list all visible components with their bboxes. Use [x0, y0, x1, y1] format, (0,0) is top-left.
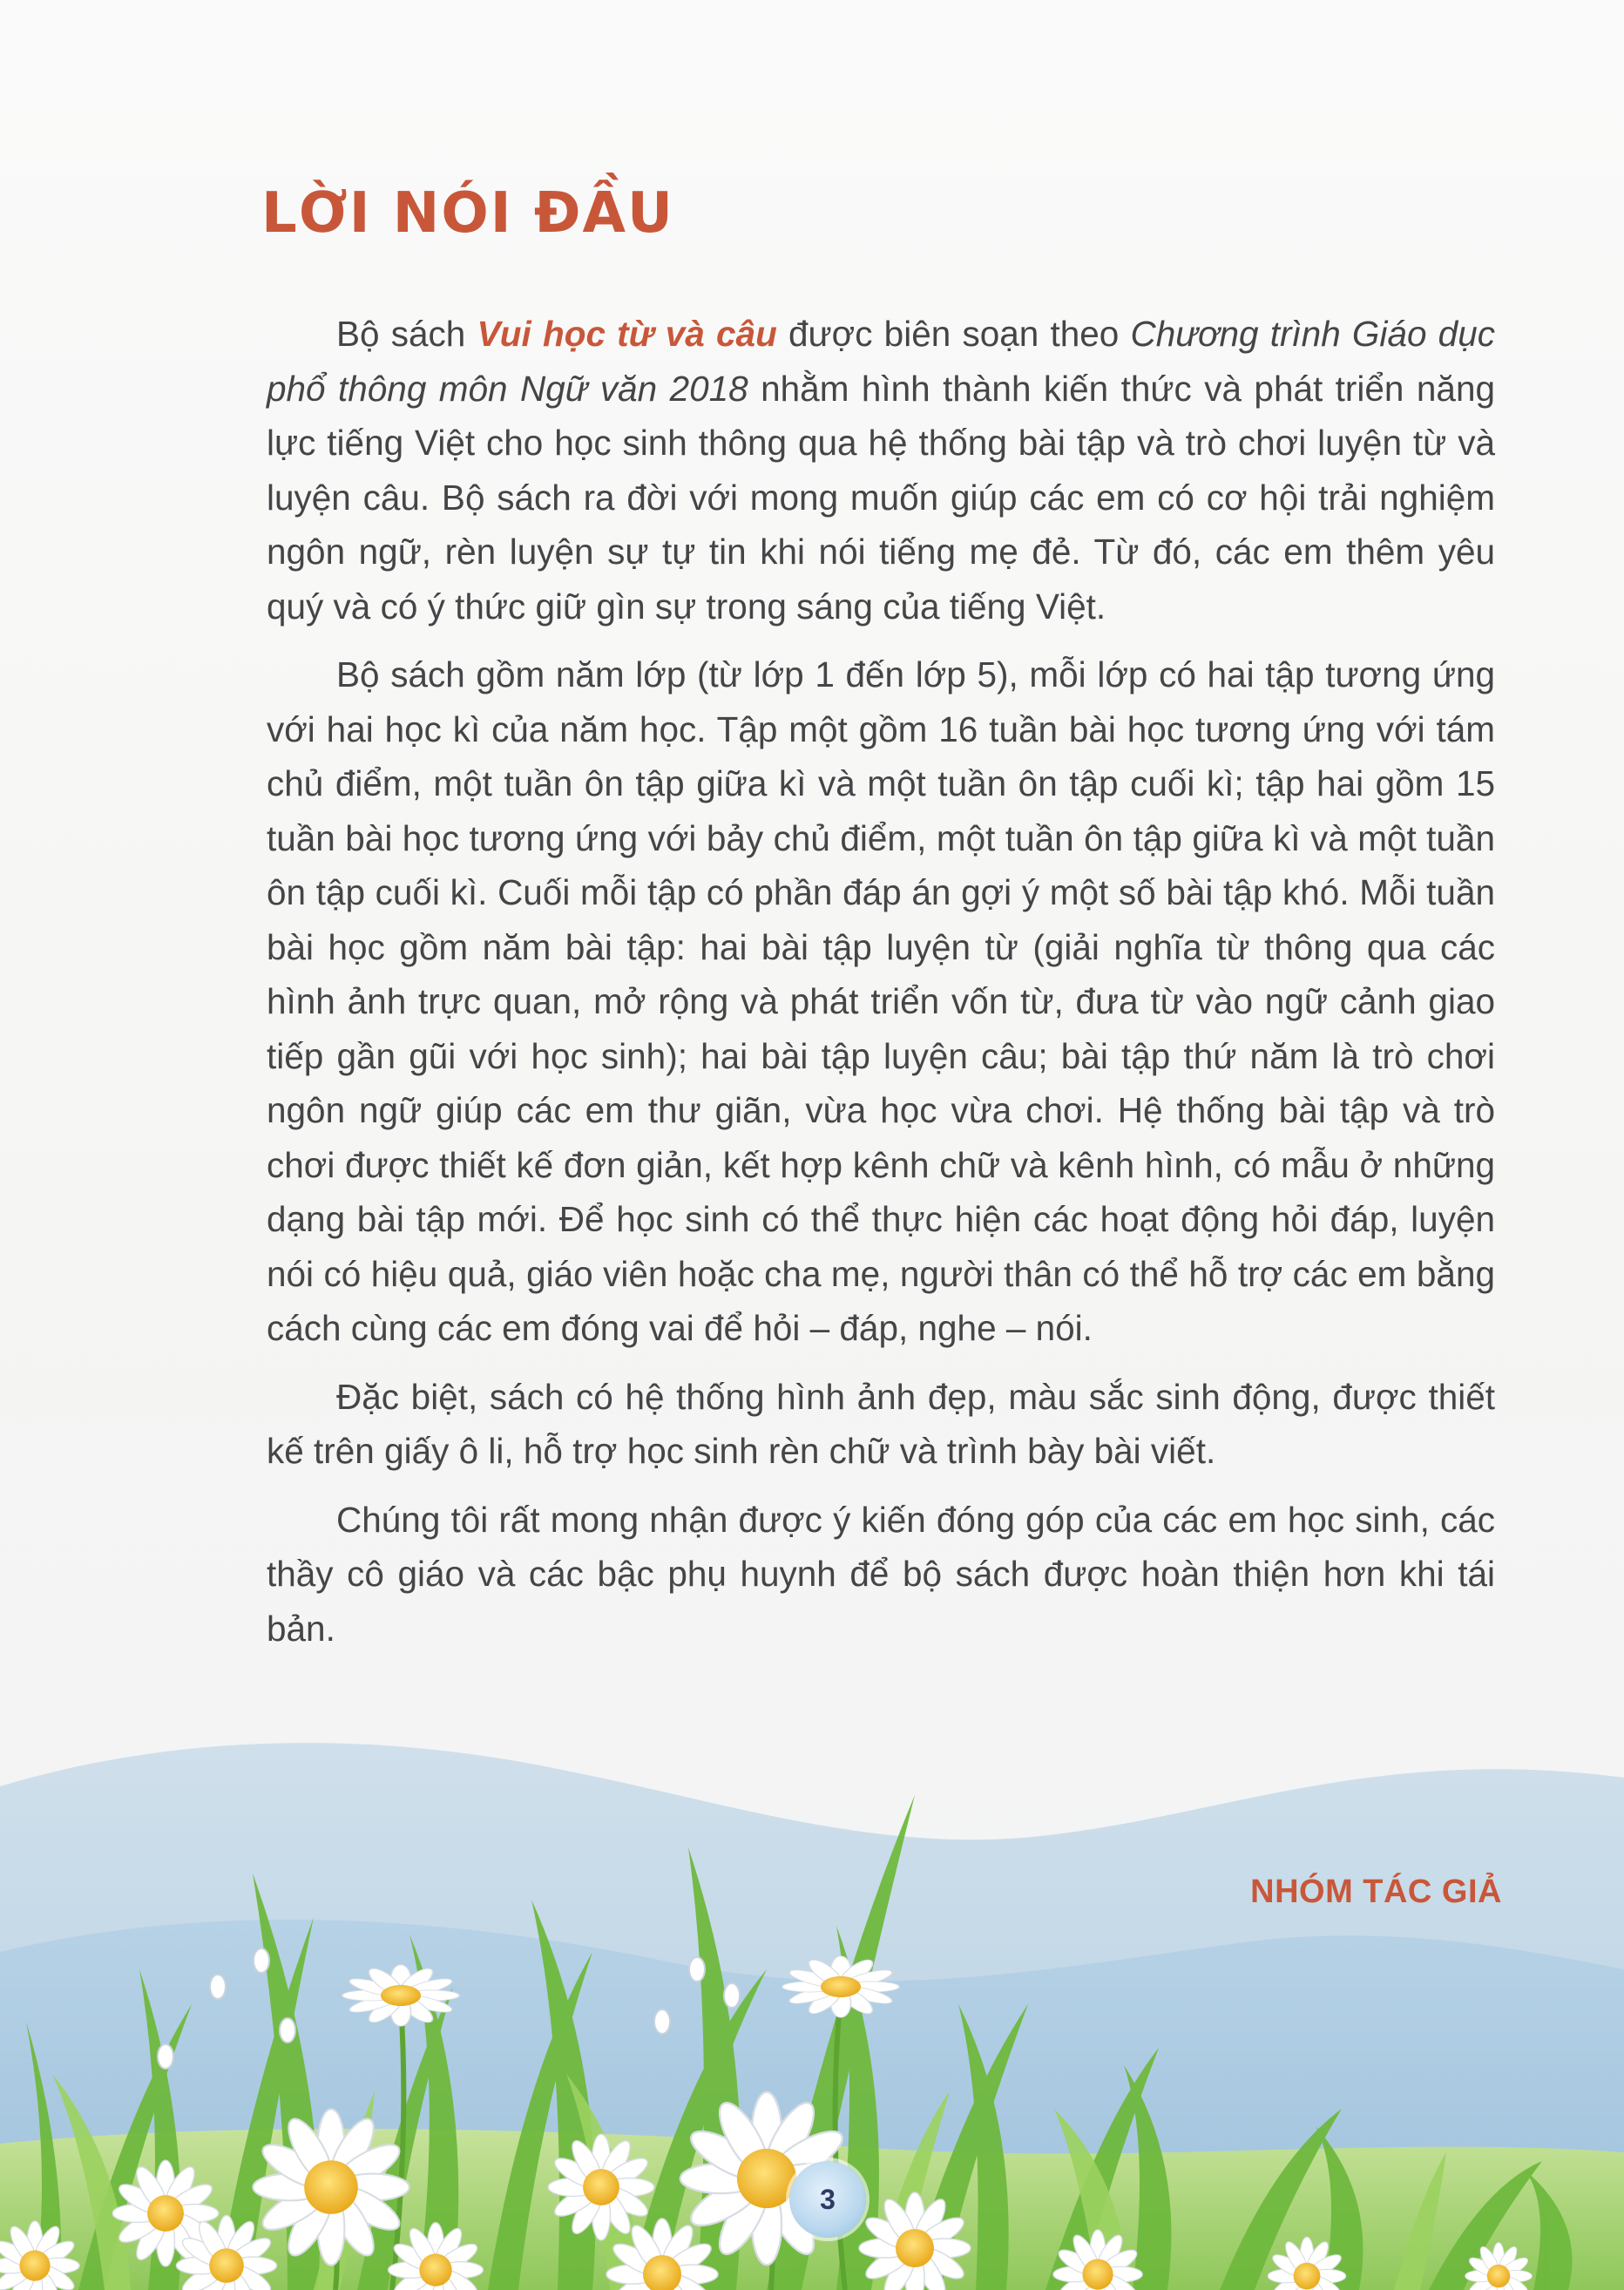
page-number-badge: 3: [789, 2161, 866, 2238]
paragraph-text: Chúng tôi rất mong nhận được ý kiến đóng góp của các em học sinh, các thầy cô giáo và các bậc phụ huynh để bộ sách được hoàn thiện hơn khi tái bản.: [267, 1499, 1495, 1649]
curriculum-name: Chương trình Giáo dục phổ thông môn Ngữ văn 2018: [267, 314, 1495, 409]
paragraph-feedback: [267, 1493, 1495, 1657]
book-series-title: Vui học từ và câu: [477, 314, 777, 354]
body-text: [267, 307, 1495, 1670]
paragraph-intro: [267, 307, 1495, 633]
page-title: LỜI NÓI ĐẦU: [261, 181, 674, 246]
paragraph-structure: [267, 647, 1495, 1356]
paragraph-text: Bộ sách: [336, 314, 477, 354]
paragraph-text: được biên soạn theo: [776, 314, 1131, 354]
paragraph-features: [267, 1370, 1495, 1479]
author-signature: NHÓM TÁC GIẢ: [1250, 1873, 1502, 1910]
paragraph-text: Đặc biệt, sách có hệ thống hình ảnh đẹp, màu sắc sinh động, được thiết kế trên giấy ô li, hỗ trợ học sinh rèn chữ và trình bày bài viết.: [267, 1376, 1495, 1471]
paragraph-text: Bộ sách gồm năm lớp (từ lớp 1 đến lớp 5), mỗi lớp có hai tập tương ứng với hai học kì của năm học. Tập một gồm 16 tuần bài học tương ứng với tám chủ điểm, một tuần ôn tập giữa kì và một tuần ôn tập cuối kì; tập hai gồm 15 tuần bài học tương ứng với bảy chủ điểm, một tuần ôn tập giữa kì và một tuần ôn tập cuối kì. Cuối mỗi tập có phần đáp án gợi ý một số bài tập khó. Mỗi tuần bài học gồm năm bài tập: hai bài tập luyện từ (giải nghĩa từ thông qua các hình ảnh trực quan, mở rộng và phát triển vốn từ, đưa từ vào ngữ cảnh giao tiếp gần gũi với học sinh); hai bài tập luyện câu; bài tập thứ năm là trò chơi ngôn ngữ giúp các em thư giãn, vừa học vừa chơi. Hệ thống bài tập và trò chơi được thiết kế đơn giản, kết hợp kênh chữ và kênh hình, có mẫu ở những dạng bài tập mới. Để học sinh có thể thực hiện các hoạt động hỏi đáp, luyện nói có hiệu quả, giáo viên hoặc cha mẹ, người thân có thể hỗ trợ các em bằng cách cùng các em đóng vai để hỏi – đáp, nghe – nói.: [267, 654, 1495, 1348]
paragraph-text: nhằm hình thành kiến thức và phát triển năng lực tiếng Việt cho học sinh thông qua hệ thống bài tập và trò chơi luyện từ và luyện câu. Bộ sách ra đời với mong muốn giúp các em có cơ hội trải nghiệm ngôn ngữ, rèn luyện sự tự tin khi nói tiếng mẹ đẻ. Từ đó, các em thêm yêu quý và có ý thức giữ gìn sự trong sáng của tiếng Việt.: [267, 368, 1495, 627]
